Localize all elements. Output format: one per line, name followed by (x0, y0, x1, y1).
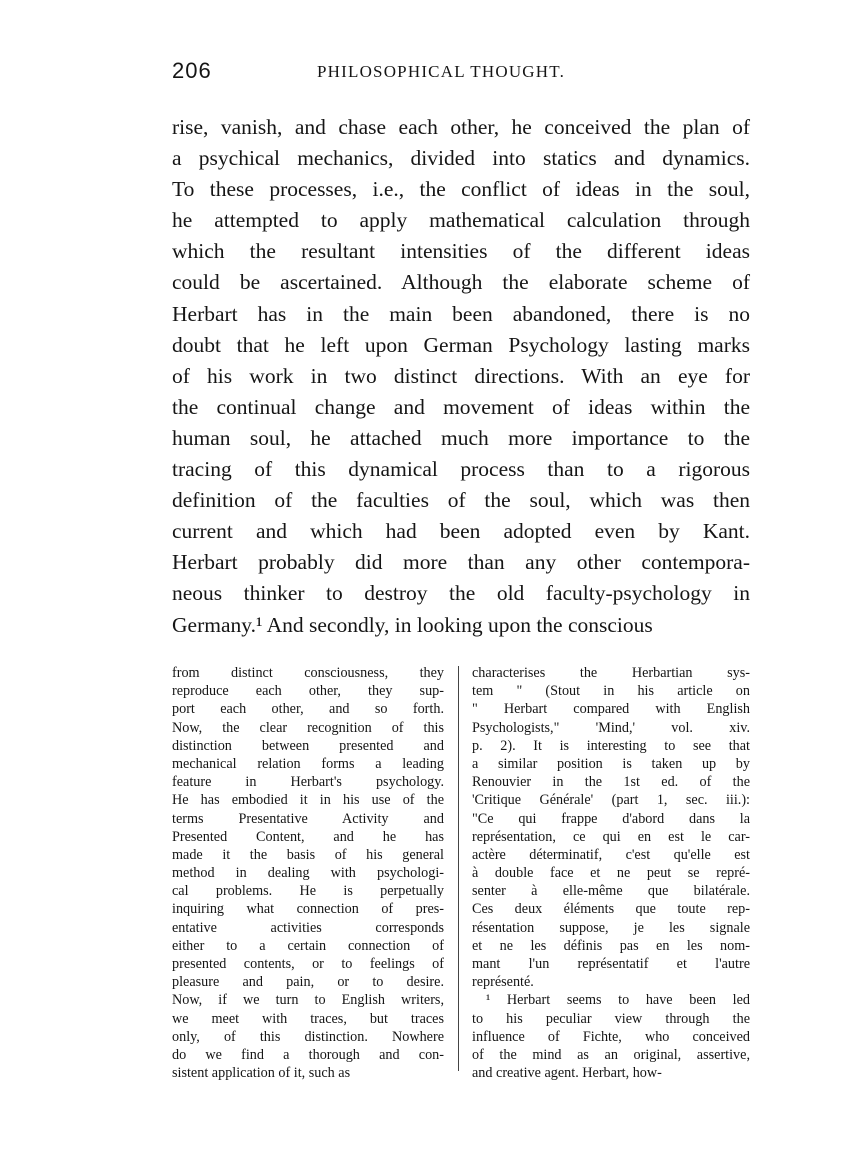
footnote-line: distinction between presented and (172, 737, 444, 754)
footnote-line: 'Critique Générale' (part 1, sec. iii.): (472, 792, 750, 809)
body-line: which the resultant intensities of the different ideas (172, 239, 750, 264)
footnote-line: pleasure and pain, or to desire. (172, 974, 444, 991)
footnote-column-left (172, 664, 444, 1082)
footnote-line: either to a certain connection of (172, 937, 444, 954)
footnote-line: reproduce each other, they sup- (172, 683, 444, 700)
footnote-line: we meet with traces, but traces (172, 1010, 444, 1027)
footnote-line: résentation suppose, je les signale (472, 919, 750, 936)
body-line: definition of the faculties of the soul, which was then (172, 488, 750, 513)
footnote-line: p. 2). It is interesting to see that (472, 737, 750, 754)
footnote-line: port each other, and so forth. (172, 701, 444, 718)
footnote-line: senter à elle-même que bilatérale. (472, 883, 750, 900)
body-line: current and which had been adopted even by Kant. (172, 519, 750, 544)
body-line: To these processes, i.e., the conflict of ideas in the soul, (172, 177, 750, 202)
body-line: tracing of this dynamical process than to a rigorous (172, 457, 750, 482)
footnote-line: to his peculiar view through the (472, 1010, 750, 1027)
footnote-line: made it the basis of his general (172, 846, 444, 863)
footnote-line: He has embodied it in his use of the (172, 792, 444, 809)
running-head: PHILOSOPHICAL THOUGHT. (317, 62, 566, 81)
body-line: doubt that he left upon German Psychology lasting marks (172, 332, 750, 357)
page-number: 206 (172, 58, 212, 83)
footnote-line: Ces deux éléments que toute rep- (472, 901, 750, 918)
body-line: of his work in two distinct directions. With an eye for (172, 363, 750, 388)
body-line: human soul, he attached much more importance to the (172, 425, 750, 450)
footnote-line: and creative agent. Herbart, how- (472, 1065, 662, 1082)
body-line: rise, vanish, and chase each other, he conceived the plan of (172, 115, 750, 139)
footnote-line: presented contents, or to feelings of (172, 956, 444, 972)
footnote-line: Psychologists," 'Mind,' vol. xiv. (472, 719, 750, 736)
footnote-line: influence of Fichte, who conceived (472, 1028, 750, 1045)
column-divider (458, 666, 459, 1071)
footnote-column-right (472, 664, 750, 1082)
footnote-line: ¹ Herbart seems to have been led (486, 992, 750, 1009)
footnote-line: Now, the clear recognition of this (172, 719, 444, 736)
body-line: Herbart has in the main been abandoned, there is no (172, 301, 750, 326)
footnote-line: représenté. (472, 974, 534, 991)
footnote-line: mant l'un représentatif et l'autre (472, 956, 750, 972)
footnote-line: sistent application of it, such as (172, 1065, 351, 1082)
footnote-line: et ne les définis pas en les nom- (472, 937, 750, 954)
footnote-line: characterises the Herbartian sys- (472, 665, 750, 681)
body-line: could be ascertained. Although the elaborate scheme of (172, 270, 750, 295)
body-line: the continual change and movement of ideas within the (172, 394, 750, 419)
footnote-line: Renouvier in the 1st ed. of the (472, 774, 750, 791)
footnote-line: mechanical relation forms a leading (172, 755, 444, 772)
body-line: neous thinker to destroy the old faculty-psychology in (172, 581, 750, 606)
footnote-line: method in dealing with psychologi- (172, 865, 444, 882)
body-line: Germany.¹ And secondly, in looking upon the conscious (172, 612, 653, 637)
footnote-line: feature in Herbart's psychology. (172, 774, 444, 791)
body-line: Herbart probably did more than any other contempora- (172, 550, 750, 575)
footnote-line: of the mind as an original, assertive, (472, 1046, 750, 1063)
footnote-line: actère déterminatif, c'est qu'elle est (472, 846, 750, 863)
footnote-line: cal problems. He is perpetually (172, 883, 444, 900)
footnote-line: only, of this distinction. Nowhere (172, 1028, 444, 1045)
footnotes (172, 664, 750, 1084)
footnote-line: Presented Content, and he has (172, 828, 444, 845)
footnote-line: a similar position is taken up by (472, 755, 750, 772)
footnote-line: do we find a thorough and con- (172, 1046, 444, 1063)
body-line: he attempted to apply mathematical calculation through (172, 208, 750, 233)
footnote-line: terms Presentative Activity and (172, 810, 444, 827)
footnote-line: à double face et ne peut se repré- (472, 865, 750, 882)
footnote-line: " Herbart compared with English (472, 701, 750, 718)
footnote-line: "Ce qui frappe d'abord dans la (472, 810, 750, 827)
footnote-line: représentation, ce qui en est le car- (472, 828, 750, 845)
footnote-line: inquiring what connection of pres- (172, 901, 444, 918)
footnote-line: Now, if we turn to English writers, (172, 992, 444, 1009)
page-header (172, 58, 750, 88)
body-line: a psychical mechanics, divided into statics and dynamics. (172, 146, 750, 171)
footnote-line: entative activities corresponds (172, 919, 444, 936)
main-body-text (172, 112, 750, 641)
footnote-line: from distinct consciousness, they (172, 665, 444, 681)
footnote-line: tem " (Stout in his article on (472, 683, 750, 700)
